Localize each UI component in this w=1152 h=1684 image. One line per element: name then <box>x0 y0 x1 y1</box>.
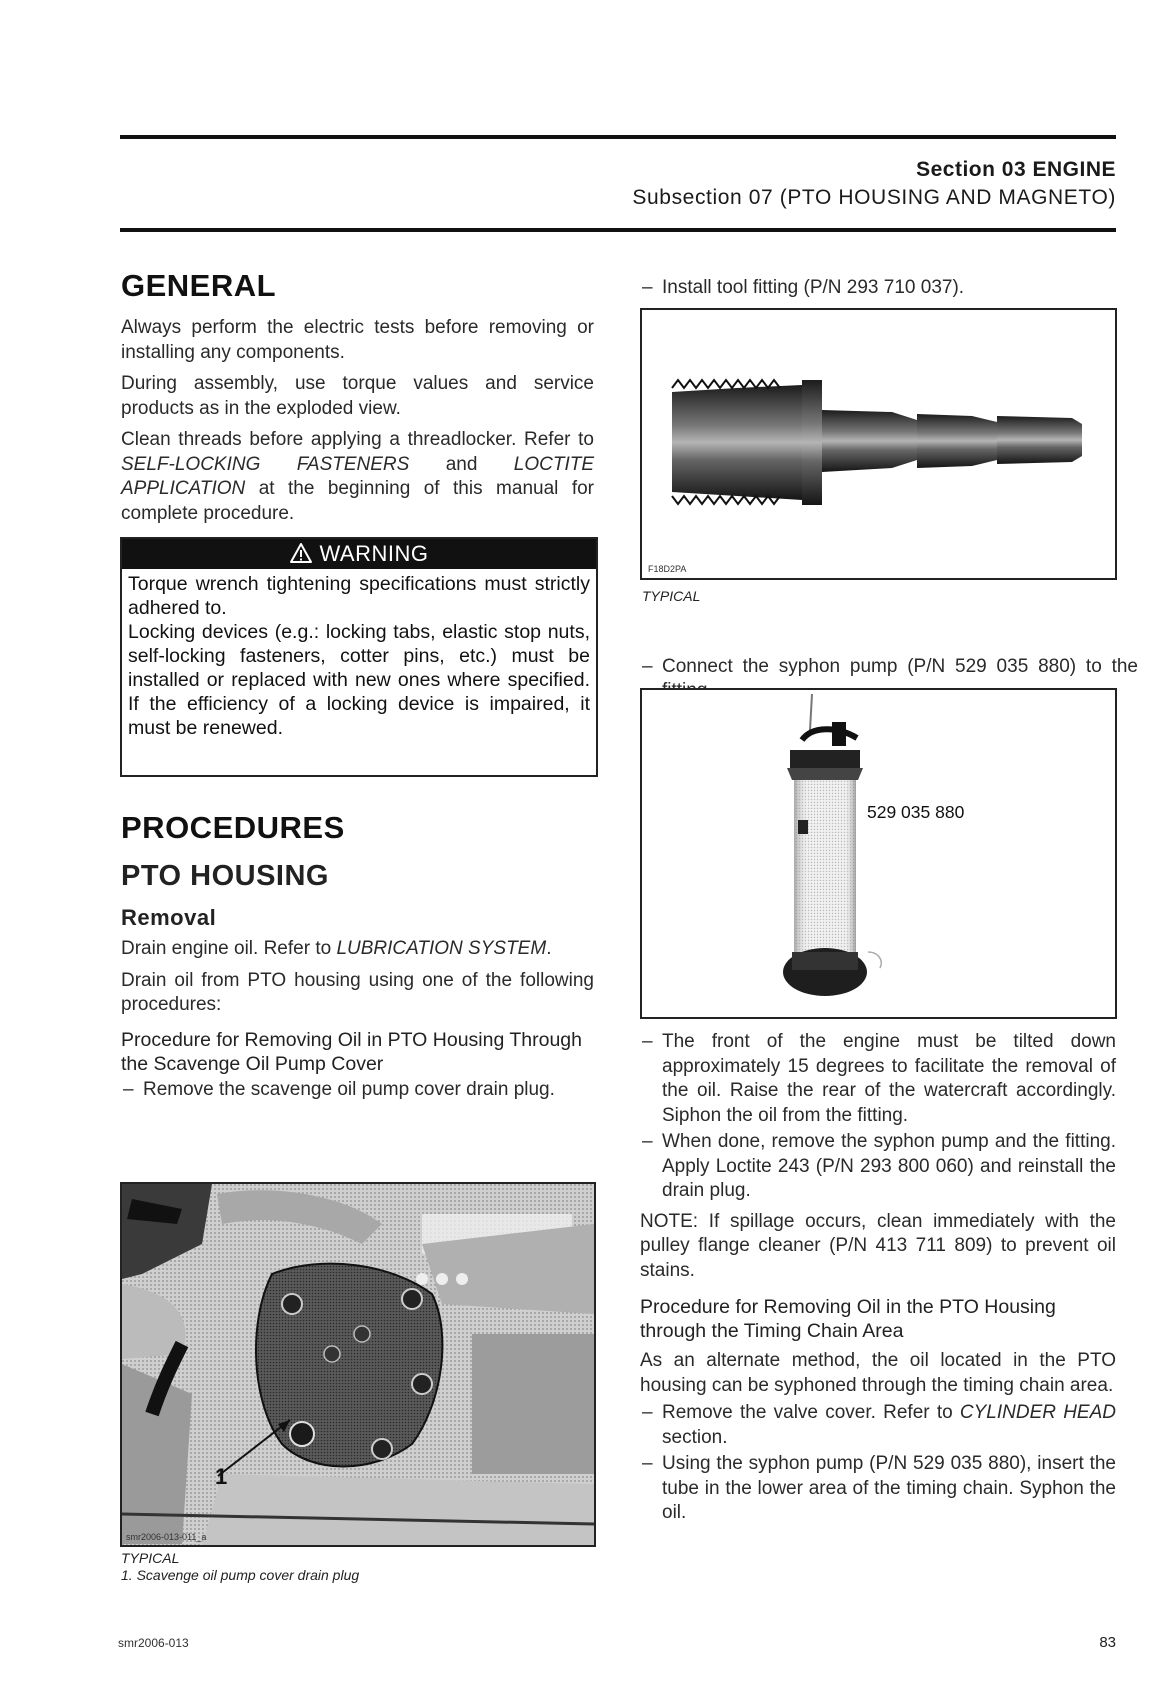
right-column-text <box>640 1030 1116 1526</box>
bullet-dash: – <box>123 1078 134 1100</box>
engine-photo <box>122 1184 594 1545</box>
procedure-2-intro: As an alternate method, the oil located in the PTO housing can be syphoned through the timing chain area. <box>640 1350 1116 1396</box>
fitting-figure-caption: TYPICAL <box>642 588 701 604</box>
header-bottom-rule <box>120 228 1116 232</box>
install-fitting-text: Install tool fitting (P/N 293 710 037). <box>662 277 965 298</box>
warning-body <box>122 569 596 740</box>
procedure-2-heading: Procedure for Removing Oil in the PTO Housing through the Timing Chain Area <box>640 1296 1056 1342</box>
tilt-engine-step <box>640 1030 1116 1128</box>
warning-triangle-icon <box>289 542 313 564</box>
bullet-dash: – <box>642 1402 653 1423</box>
lubrication-system-ref: LUBRICATION SYSTEM <box>336 938 547 959</box>
tilt-engine-text: The front of the engine must be tilted down approximately 15 degrees to facilitate the removal of the oil. Raise the rear of the watercraft accordingly. Siphon the oil from the fitting. <box>662 1031 1116 1126</box>
drain-pto-oil-text: Drain oil from PTO housing using one of the following procedures: <box>121 969 594 1015</box>
tool-fitting-figure <box>640 308 1117 580</box>
bullet-dash: – <box>642 655 653 677</box>
loctite-application-ref: LOCTITE APPLICATION <box>121 453 594 499</box>
syphon-pump-photo <box>642 690 1115 1017</box>
warning-text-2: Locking devices (e.g.: locking tabs, elastic stop nuts, self-locking fasteners, cotter pins, etc.) must be installed or replaced with new ones where specified. If the efficiency of a locking device is impaired, it must be renewed. <box>128 621 590 739</box>
general-p3-text-a: Clean threads before applying a threadlocker. Refer to <box>121 429 594 450</box>
procedure-1-step-1-text: Remove the scavenge oil pump cover drain plug. <box>143 1078 555 1100</box>
scavenge-pump-cover-figure <box>120 1182 596 1547</box>
figure-left-legend: 1. Scavenge oil pump cover drain plug <box>121 1567 360 1583</box>
figure-left-caption: TYPICAL <box>121 1550 180 1566</box>
procedures-section <box>121 810 594 1102</box>
drain-engine-oil-text <box>121 937 594 962</box>
remove-pump-text: When done, remove the syphon pump and the fitting. Apply Loctite 243 (P/N 293 800 060) and reinstall the drain plug. <box>662 1131 1116 1201</box>
spillage-note <box>640 1210 1116 1284</box>
header-top-rule <box>120 135 1116 139</box>
tool-fitting-photo <box>642 310 1115 578</box>
warning-box <box>120 537 598 777</box>
procedure-2-step-2 <box>640 1452 1116 1526</box>
procedure-2-step-2-text: Using the syphon pump (P/N 529 035 880), insert the tube in the lower area of the timing chain. Syphon the oil. <box>662 1453 1116 1523</box>
connect-pump-text: Connect the syphon pump (P/N 529 035 880) to the <box>662 655 1138 677</box>
general-paragraph-1: Always perform the electric tests before removing or installing any components. <box>121 317 594 363</box>
removal-heading: Removal <box>121 905 217 930</box>
procedure-1-heading: Procedure for Removing Oil in PTO Housing Through the Scavenge Oil Pump Cover <box>121 1028 583 1075</box>
bullet-dash: – <box>642 1031 653 1052</box>
bullet-dash: – <box>642 1453 653 1474</box>
figure-callout-1: 1 <box>215 1464 228 1489</box>
general-p3-text-b: and <box>409 453 514 475</box>
figure-code-fitting: F18D2PA <box>648 564 687 574</box>
subsection-title: Subsection 07 (PTO HOUSING AND MAGNETO) <box>632 186 1116 209</box>
section-title: Section 03 ENGINE <box>916 158 1116 181</box>
warning-header <box>122 539 596 569</box>
procedure-2-step-1-a: Remove the valve cover. Refer to <box>662 1402 960 1423</box>
procedures-heading: PROCEDURES <box>121 810 345 845</box>
cylinder-head-ref: CYLINDER HEAD <box>959 1402 1117 1423</box>
note-label: NOTE: <box>640 1210 699 1232</box>
general-heading: GENERAL <box>121 268 277 303</box>
remove-pump-step <box>640 1130 1116 1204</box>
general-section <box>121 268 594 526</box>
pump-part-number-label: 529 035 880 <box>867 802 965 822</box>
self-locking-fasteners-ref: SELF-LOCKING FASTENERS <box>121 453 410 475</box>
figure-code-left: smr2006-013-011_a <box>126 1532 207 1542</box>
procedure-1-step-1 <box>121 1078 594 1103</box>
bullet-dash: – <box>642 1131 653 1152</box>
drain-engine-oil-b: . <box>546 938 552 959</box>
pto-housing-heading: PTO HOUSING <box>121 860 329 892</box>
general-paragraph-3 <box>121 428 594 526</box>
general-p3-text-c: at the beginning of this manual for complete procedure. <box>121 478 594 524</box>
install-fitting-step <box>640 276 1138 301</box>
syphon-pump-figure <box>640 688 1117 1019</box>
procedure-2-step-1-b: section. <box>662 1426 728 1448</box>
procedure-2-step-1 <box>640 1401 1116 1450</box>
drain-engine-oil-a: Drain engine oil. Refer to <box>121 938 337 959</box>
bullet-dash: – <box>642 277 653 298</box>
warning-label: WARNING <box>319 541 429 566</box>
warning-text-1: Torque wrench tightening specifications must strictly adhered to. <box>128 573 590 619</box>
note-text: If spillage occurs, clean immediately with the pulley flange cleaner (P/N 413 711 809) to prevent oil stains. <box>640 1210 1116 1281</box>
general-paragraph-2: During assembly, use torque values and service products as in the exploded view. <box>121 373 594 419</box>
footer-doc-code: smr2006-013 <box>118 1636 189 1650</box>
page-number: 83 <box>1099 1634 1116 1651</box>
